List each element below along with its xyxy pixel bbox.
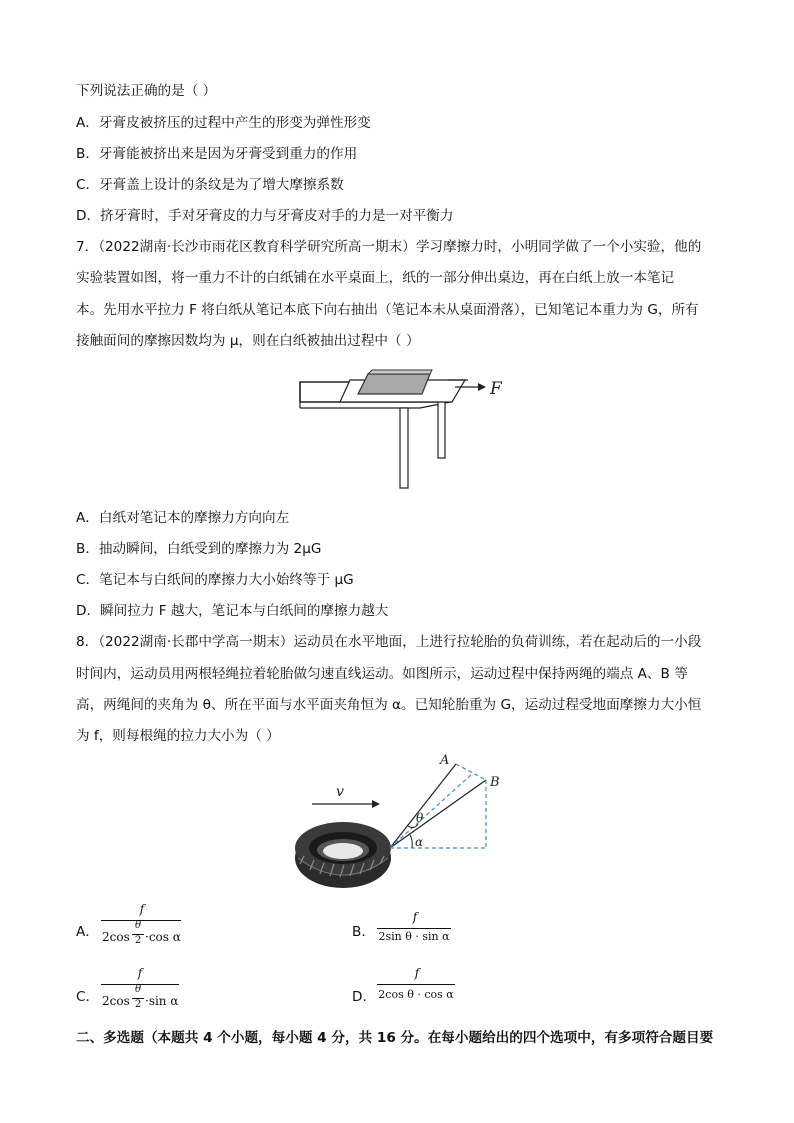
rope-b <box>390 780 486 848</box>
q8-option-c-label: C． <box>76 989 100 1005</box>
q7-table-figure <box>290 360 510 492</box>
q8-tire-figure <box>290 752 520 892</box>
q8-option-d-numerator: f <box>414 966 420 980</box>
q8-option-a-den-frac-den: 2 <box>134 935 142 946</box>
q8-option-d-denominator: 2cos θ · cos α <box>378 988 454 1001</box>
q8-stem-line-4: 为 f，则每根绳的拉力大小为（ ） <box>76 728 280 744</box>
q7-stem-line-3: 本。先用水平拉力 F 将白纸从笔记本底下向右抽出（笔记本未从桌面滑落），已知笔记本重力为 G，所有 <box>76 302 699 318</box>
q8-option-b-fraction-bar <box>377 928 451 929</box>
q7-stem-line-4: 接触面间的摩擦因数均为 μ，则在白纸被抽出过程中（ ） <box>76 333 420 349</box>
q6-option-c: C．牙膏盖上设计的条纹是为了增大摩擦系数 <box>76 177 344 193</box>
q8-stem-line-1: 8．（2022湖南·长郡中学高一期末）运动员在水平地面，上进行拉轮胎的负荷训练，若在起动后的一小段 <box>76 634 702 650</box>
q6-stem: 下列说法正确的是（ ） <box>76 83 217 99</box>
q7-option-b: B．抽动瞬间，白纸受到的摩擦力为 2μG <box>76 541 322 557</box>
force-label: F <box>490 379 502 399</box>
table-leg-back <box>438 400 445 458</box>
q8-option-a-numerator: f <box>139 902 145 916</box>
q8-option-a-den-pre: 2cos <box>102 930 130 944</box>
q8-option-c-den-pre: 2cos <box>102 994 130 1008</box>
q8-option-a-label: A． <box>76 924 99 940</box>
q7-option-c: C．笔记本与白纸间的摩擦力大小始终等于 μG <box>76 572 354 588</box>
q8-option-b-numerator: f <box>412 910 418 924</box>
point-a-label: A <box>440 753 450 768</box>
notebook <box>358 374 430 394</box>
q7-option-a: A．白纸对笔记本的摩擦力方向向左 <box>76 510 290 526</box>
q8-option-c-den-post: ·sin α <box>145 994 179 1008</box>
q8-stem-line-3: 高，两绳间的夹角为 θ、所在平面与水平面夹角恒为 α。已知轮胎重为 G，运动过程受地面摩擦力大小恒 <box>76 697 702 713</box>
q8-option-b-label: B． <box>352 924 375 940</box>
q7-stem-line-2: 实验装置如图，将一重力不计的白纸铺在水平桌面上，纸的一部分伸出桌边，再在白纸上放一本笔记 <box>76 270 675 286</box>
q8-stem-line-2: 时间内，运动员用两根轻绳拉着轮胎做匀速直线运动。如图所示，运动过程中保持两绳的端点 A、B 等 <box>76 666 688 682</box>
theta-label: θ <box>416 811 424 825</box>
q8-option-b-denominator: 2sin θ · sin α <box>378 930 450 943</box>
q7-option-d: D．瞬间拉力 F 越大，笔记本与白纸间的摩擦力越大 <box>76 603 389 619</box>
tire <box>295 822 391 888</box>
point-b-label: B <box>490 775 500 790</box>
q6-option-a: A．牙膏皮被挤压的过程中产生的形变为弹性形变 <box>76 115 371 131</box>
q8-option-a-den-post: ·cos α <box>145 930 181 944</box>
q8-option-d-fraction-bar <box>377 984 455 985</box>
q8-option-c-den-frac-den: 2 <box>134 999 142 1010</box>
alpha-label: α <box>415 835 424 849</box>
table-leg-front <box>400 408 408 488</box>
q6-option-b: B．牙膏能被挤出来是因为牙膏受到重力的作用 <box>76 146 358 162</box>
q6-option-d: D．挤牙膏时，手对牙膏皮的力与牙膏皮对手的力是一对平衡力 <box>76 208 454 224</box>
q7-stem-line-1: 7．（2022湖南·长沙市雨花区教育科学研究所高一期末）学习摩擦力时，小明同学做了一个小实验，他的 <box>76 239 702 255</box>
velocity-label: v <box>336 784 344 800</box>
q8-option-c-den-frac-num: θ <box>134 984 142 995</box>
q8-option-c-numerator: f <box>137 966 143 980</box>
q8-option-d-label: D． <box>352 989 377 1005</box>
section-2-heading: 二、多选题（本题共 4 个小题，每小题 4 分，共 16 分。在每小题给出的四个选项中，有多项符合题目要 <box>76 1030 714 1046</box>
q8-option-a-den-frac-num: θ <box>134 920 142 931</box>
